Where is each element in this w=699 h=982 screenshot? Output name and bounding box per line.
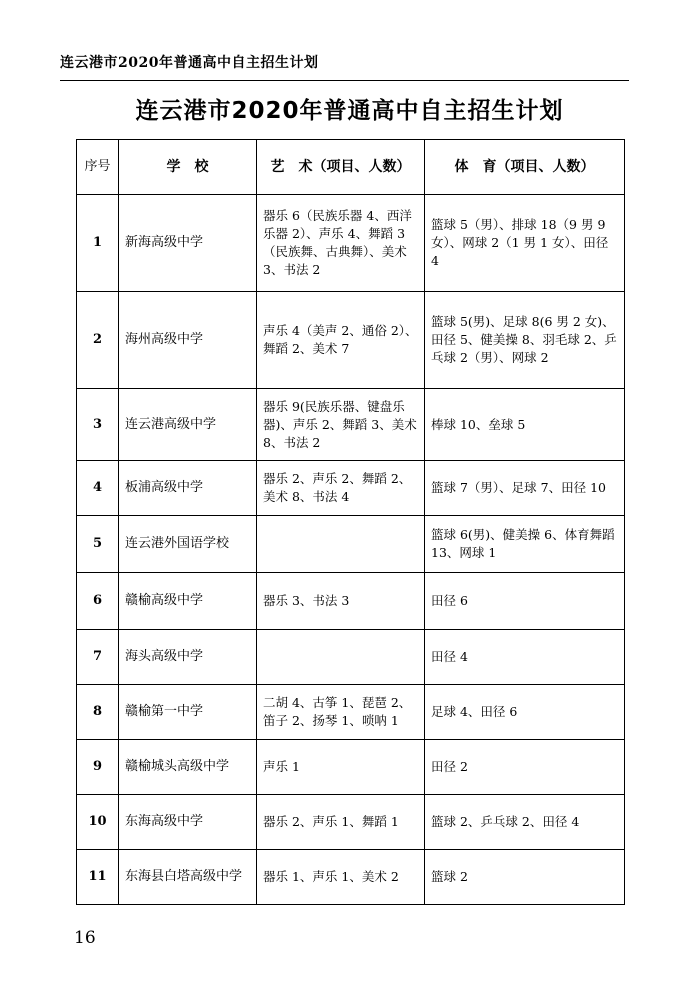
sports-quota: 田径 4 (425, 630, 625, 685)
arts-quota (257, 630, 425, 685)
arts-quota: 器乐 9(民族乐器、键盘乐器)、声乐 2、舞蹈 3、美术 8、书法 2 (257, 389, 425, 461)
arts-quota: 器乐 2、声乐 2、舞蹈 2、美术 8、书法 4 (257, 461, 425, 516)
column-header-school: 学 校 (119, 140, 257, 195)
column-header-arts: 艺 术（项目、人数） (257, 140, 425, 195)
arts-quota: 器乐 3、书法 3 (257, 573, 425, 630)
school-name: 连云港高级中学 (119, 389, 257, 461)
row-number: 10 (77, 795, 119, 850)
table-row (77, 795, 625, 850)
row-number: 9 (77, 740, 119, 795)
table-row (77, 292, 625, 389)
table-row (77, 573, 625, 630)
school-name: 新海高级中学 (119, 195, 257, 292)
school-name: 东海县白塔高级中学 (119, 850, 257, 905)
school-name: 海头高级中学 (119, 630, 257, 685)
arts-quota: 器乐 1、声乐 1、美术 2 (257, 850, 425, 905)
sports-quota: 田径 2 (425, 740, 625, 795)
sports-quota: 田径 6 (425, 573, 625, 630)
school-name: 连云港外国语学校 (119, 516, 257, 573)
row-number: 3 (77, 389, 119, 461)
arts-quota (257, 516, 425, 573)
row-number: 8 (77, 685, 119, 740)
school-name: 赣榆高级中学 (119, 573, 257, 630)
header-rule (60, 80, 629, 81)
school-name: 赣榆第一中学 (119, 685, 257, 740)
arts-quota: 器乐 6（民族乐器 4、西洋乐器 2）、声乐 4、舞蹈 3（民族舞、古典舞）、美术 3、书法 2 (257, 195, 425, 292)
arts-quota: 二胡 4、古筝 1、琵琶 2、笛子 2、扬琴 1、唢呐 1 (257, 685, 425, 740)
column-header-sports: 体 育（项目、人数） (425, 140, 625, 195)
row-number: 4 (77, 461, 119, 516)
sports-quota: 篮球 2 (425, 850, 625, 905)
table-row (77, 461, 625, 516)
table-row (77, 630, 625, 685)
table-row (77, 516, 625, 573)
sports-quota: 篮球 6(男)、健美操 6、体育舞蹈 13、网球 1 (425, 516, 625, 573)
enrollment-plan-table (76, 139, 625, 905)
table-row (77, 850, 625, 905)
school-name: 海州高级中学 (119, 292, 257, 389)
table-row (77, 685, 625, 740)
sports-quota: 足球 4、田径 6 (425, 685, 625, 740)
column-header-seq: 序号 (77, 140, 119, 195)
table-header-row (77, 140, 625, 195)
school-name: 赣榆城头高级中学 (119, 740, 257, 795)
row-number: 1 (77, 195, 119, 292)
school-name: 板浦高级中学 (119, 461, 257, 516)
running-header: 连云港市2020年普通高中自主招生计划 (60, 55, 319, 71)
row-number: 5 (77, 516, 119, 573)
arts-quota: 声乐 1 (257, 740, 425, 795)
table-row (77, 195, 625, 292)
table-row (77, 740, 625, 795)
school-name: 东海高级中学 (119, 795, 257, 850)
row-number: 7 (77, 630, 119, 685)
page-title: 连云港市2020年普通高中自主招生计划 (135, 98, 564, 124)
row-number: 11 (77, 850, 119, 905)
arts-quota: 声乐 4（美声 2、通俗 2）、舞蹈 2、美术 7 (257, 292, 425, 389)
sports-quota: 棒球 10、垒球 5 (425, 389, 625, 461)
sports-quota: 篮球 5(男)、足球 8(6 男 2 女)、田径 5、健美操 8、羽毛球 2、乒乓球 2（男）、网球 2 (425, 292, 625, 389)
row-number: 2 (77, 292, 119, 389)
table-row (77, 389, 625, 461)
sports-quota: 篮球 5（男）、排球 18（9 男 9 女）、网球 2（1 男 1 女）、田径 4 (425, 195, 625, 292)
page-number: 16 (74, 928, 96, 948)
row-number: 6 (77, 573, 119, 630)
sports-quota: 篮球 7（男）、足球 7、田径 10 (425, 461, 625, 516)
arts-quota: 器乐 2、声乐 1、舞蹈 1 (257, 795, 425, 850)
sports-quota: 篮球 2、乒乓球 2、田径 4 (425, 795, 625, 850)
